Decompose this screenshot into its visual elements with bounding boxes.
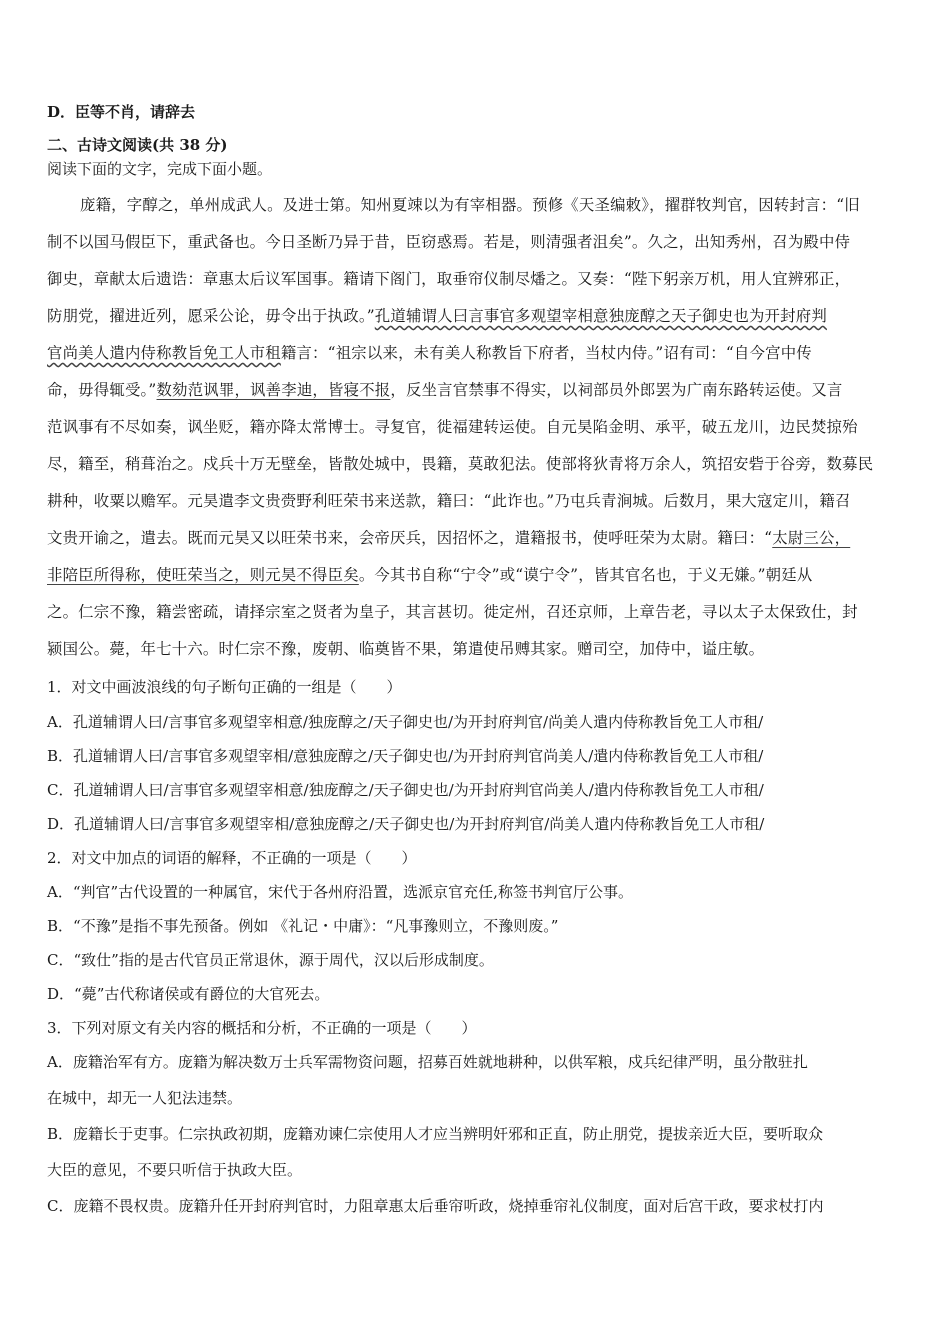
passage-line: 制不以国马假臣下，重武备也。今日圣断乃异于昔，臣窃惑焉。若是，则清强者沮矣”。久之，出知秀州，召为殿中侍 <box>47 233 851 251</box>
passage-line: 御史，章献太后遗诰：章惠太后议军国事。籍请下阁门，取垂帘仪制尽燔之。又奏：“陛下躬亲万机，用人宜辨邪正， <box>47 270 851 288</box>
passage-line: 耕种，收粟以赡军。元昊遣李文贵赍野利旺荣书来送款，籍曰：“此诈也。”乃屯兵青涧城。后数月，果大寇定川，籍召 <box>47 492 851 510</box>
question-stem: 2．对文中加点的词语的解释，不正确的一项是（ ） <box>47 849 417 867</box>
wavy-underlined-sentence: 孔道辅谓人曰言事官多观望宰相意独庞醇之天子御史也为开封府判 <box>374 307 827 325</box>
passage-line: 尽，籍至，稍葺治之。戍兵十万无壁垒，皆散处城中，畏籍，莫敢犯法。使部将狄青将万余人，筑招安砦于谷旁，数募民 <box>47 455 874 473</box>
option-d: D．孔道辅谓人曰/言事官多观望宰相/意独庞醇之/天子御史也/为开封府判官/尚美人遣内侍称教旨免工人市租/ <box>47 815 765 833</box>
question-stem: 1．对文中画波浪线的句子断句正确的一组是（ ） <box>47 678 402 696</box>
passage-line: 官尚美人遣内侍称教旨免工人市租籍言：“祖宗以来，未有美人称教旨下府者，当杖内侍。”诏有司：“自今宫中传 <box>47 344 812 362</box>
option-b: B．孔道辅谓人曰/言事官多观望宰相/意独庞醇之/天子御史也/为开封府判官尚美人/遣内侍称教旨免工人市租/ <box>47 747 764 765</box>
wavy-underlined-sentence: 官尚美人遣内侍称教旨免工人市租 <box>47 344 281 362</box>
section-instruction: 阅读下面的文字，完成下面小题。 <box>47 160 273 178</box>
option-b: B．“不豫”是指不事先预备。例如 《礼记・中庸》：“凡事豫则立，不豫则废。” <box>47 917 559 935</box>
question-stem: 3．下列对原文有关内容的概括和分析，不正确的一项是（ ） <box>47 1019 477 1037</box>
option-a-continued: 在城中，却无一人犯法违禁。 <box>47 1089 243 1107</box>
passage-line: 文贵开谕之，遣去。既而元昊又以旺荣书来，会帝厌兵，因招怀之，遣籍报书，使呼旺荣为太尉。籍曰：“太尉三公， <box>47 529 851 547</box>
option-a: A．孔道辅谓人曰/言事官多观望宰相意/独庞醇之/天子御史也/为开封府判官/尚美人遣内侍称教旨免工人市租/ <box>47 713 764 731</box>
option-c: C．孔道辅谓人曰/言事官多观望宰相意/独庞醇之/天子御史也/为开封府判官尚美人/遣内侍称教旨免工人市租/ <box>47 781 764 799</box>
passage-line: 防朋党，擢进近列，愿采公论，毋令出于执政。”孔道辅谓人曰言事官多观望宰相意独庞醇之天子御史也为开封府判 <box>47 307 827 325</box>
passage-line: 命，毋得辄受。”数劾范讽罪，讽善李迪，皆寝不报，反坐言官禁事不得实，以祠部员外郎罢为广南东路转运使。又言 <box>47 381 843 399</box>
previous-option-d: D．臣等不肖，请辞去 <box>47 103 196 121</box>
passage-line: 颍国公。薨，年七十六。时仁宗不豫，废朝、临奠皆不果，第遣使吊赙其家。赠司空，加侍中，谥庄敏。 <box>47 640 765 658</box>
passage-line: 之。仁宗不豫，籍尝密疏，请择宗室之贤者为皇子，其言甚切。徙定州，召还京师，上章告老，寻以太子太保致仕，封 <box>47 603 858 621</box>
passage-line: 范讽事有不尽如奏，讽坐贬，籍亦降太常博士。寻复官，徙福建转运使。自元昊陷金明、承平，破五龙川，边民焚掠殆 <box>47 418 858 436</box>
section-title: 二、古诗文阅读(共 38 分) <box>47 136 228 154</box>
passage-line: 非陪臣所得称，使旺荣当之，则元昊不得臣矣。今其书自称“宁令”或“谟宁令”，皆其官名也，于义无嫌。”朝廷从 <box>47 566 813 584</box>
option-b-continued: 大臣的意见，不要只听信于执政大臣。 <box>47 1161 303 1179</box>
underlined-sentence: 非陪臣所得称，使旺荣当之，则元昊不得臣矣 <box>47 566 359 584</box>
passage-line: 庞籍，字醇之，单州成武人。及进士第。知州夏竦以为有宰相器。预修《天圣编敕》，擢群牧判官，因转封言：“旧 <box>80 196 860 214</box>
underlined-sentence: 太尉三公， <box>772 529 851 547</box>
option-c: C．庞籍不畏权贵。庞籍升任开封府判官时，力阻章惠太后垂帘听政，烧掉垂帘礼仪制度，面对后宫干政，要求杖打内 <box>47 1197 824 1215</box>
option-d: D．“薨”古代称诸侯或有爵位的大官死去。 <box>47 985 330 1003</box>
option-a: A．庞籍治军有方。庞籍为解决数万士兵军需物资问题，招募百姓就地耕种，以供军粮，戍兵纪律严明，虽分散驻扎 <box>47 1053 808 1071</box>
option-b: B．庞籍长于吏事。仁宗执政初期，庞籍劝谏仁宗使用人才应当辨明奸邪和正直，防止朋党，提拔亲近大臣，要听取众 <box>47 1125 824 1143</box>
underlined-sentence: 数劾范讽罪，讽善李迪，皆寝不报 <box>156 381 391 399</box>
option-a: A．“判官”古代设置的一种属官，宋代于各州府沿置，选派京官充任,称签书判官厅公事。 <box>47 883 633 901</box>
option-c: C．“致仕”指的是古代官员正常退休，源于周代，汉以后形成制度。 <box>47 951 494 969</box>
